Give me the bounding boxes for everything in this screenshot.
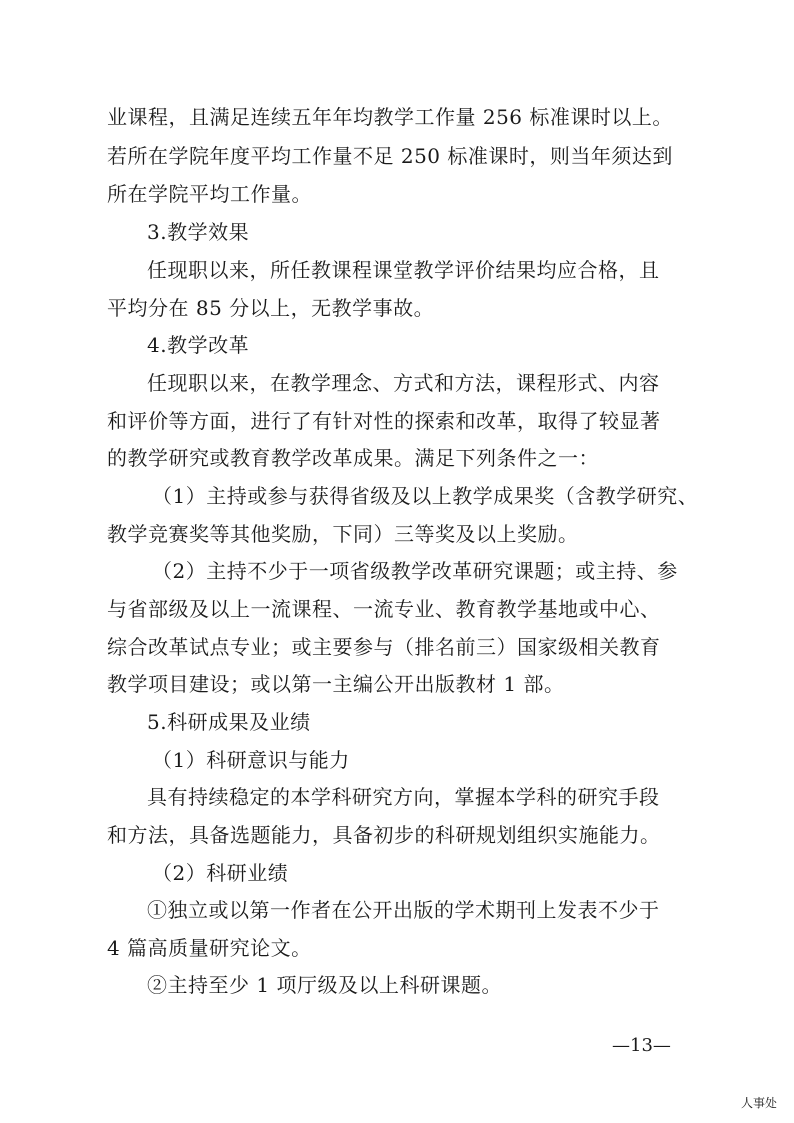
department-mark: 人事处 (741, 1096, 778, 1110)
text-line-12: 教学竞赛奖等其他奖励，下同）三等奖及以上奖励。 (107, 522, 579, 546)
text-line-13: （2）主持不少于一项省级教学改革研究课题；或主持、参 (152, 559, 678, 583)
text-line-8: 任现职以来，在教学理念、方式和方法，课程形式、内容 (147, 371, 660, 395)
text-line-16: 教学项目建设；或以第一主编公开出版教材 1 部。 (107, 672, 565, 696)
text-line-22: ①独立或以第一作者在公开出版的学术期刊上发表不少于 (147, 898, 660, 922)
text-line-23: 4 篇高质量研究论文。 (107, 936, 312, 960)
text-line-14: 与省部级及以上一流课程、一流专业、教育教学基地或中心、 (107, 597, 661, 621)
text-line-10: 的教学研究或教育教学改革成果。满足下列条件之一： (107, 446, 599, 470)
text-line-5: 任现职以来，所任教课程课堂教学评价结果均应合格，且 (147, 258, 660, 282)
text-line-24: ②主持至少 1 项厅级及以上科研课题。 (147, 973, 502, 997)
text-line-3: 所在学院平均工作量。 (107, 182, 312, 206)
subheading-research-achievements: （2）科研业绩 (152, 861, 289, 885)
text-line-19: 具有持续稳定的本学科研究方向，掌握本学科的研究手段 (147, 785, 660, 809)
text-line-9: 和评价等方面，进行了有针对性的探索和改革，取得了较显著 (107, 409, 661, 433)
text-line-20: 和方法，具备选题能力，具备初步的科研规划组织实施能力。 (107, 823, 661, 847)
subheading-research-ability: （1）科研意识与能力 (152, 748, 350, 772)
page-number: —13— (612, 1035, 671, 1056)
text-line-2: 若所在学院年度平均工作量不足 250 标准课时，则当年须达到 (107, 144, 673, 168)
section-heading-teaching-effect: 3.教学效果 (147, 220, 250, 244)
text-line-11: （1）主持或参与获得省级及以上教学成果奖（含教学研究、 (152, 484, 699, 508)
text-line-1: 业课程，且满足连续五年年均教学工作量 256 标准课时以上。 (107, 105, 673, 129)
section-heading-research: 5.科研成果及业绩 (147, 710, 311, 734)
text-line-15: 综合改革试点专业；或主要参与（排名前三）国家级相关教育 (107, 635, 661, 659)
text-line-6: 平均分在 85 分以上，无教学事故。 (107, 296, 435, 320)
section-heading-teaching-reform: 4.教学改革 (147, 333, 250, 357)
